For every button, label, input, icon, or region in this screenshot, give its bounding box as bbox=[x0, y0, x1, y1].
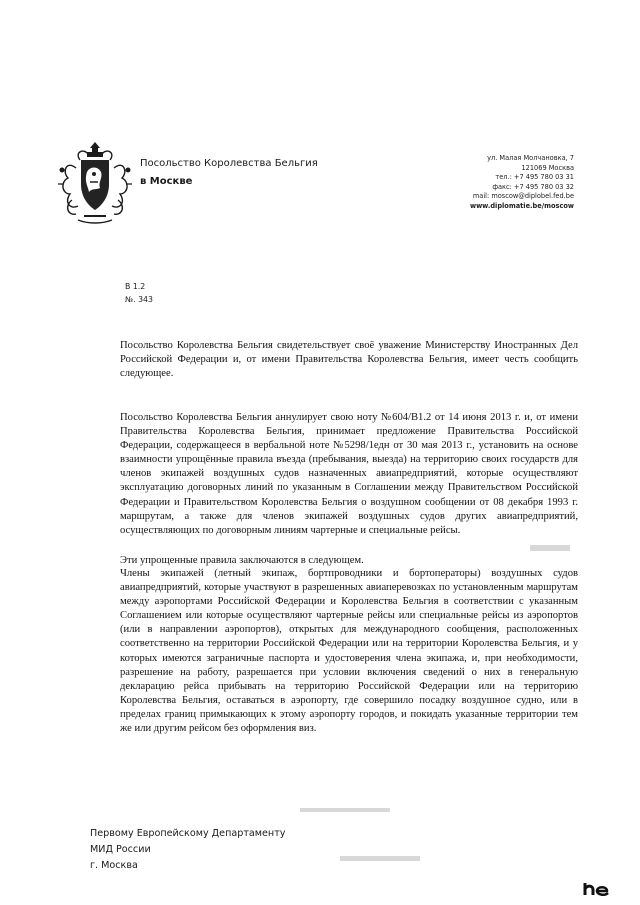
paragraph-rules: Члены экипажей (летный экипаж, бортпроводники и бортоператоры) воздушных судов авиапредприятий, которые участвуют в разрешенных авиаперевозках по установленным маршрутам между аэропортами Российской Федерации и Королевства Бельгия в соответствии с указанным Соглашением или которые осуществляют чартерные рейсы или специальные рейсы из аэропортов (или в направлении аэропортов), открытых для международного сообщения, расположенных соответственно на территории Российской Федерации или на территории Королевства Бельгия, и у которых имеются заграничные паспорта и удостоверения члена экипажа, и, при необходимости, разрешение на работу, разрешается при условии включения сведений о них в генеральную декларацию рейса прибывать на территорию Российской Федерации или на территорию Королевства Бельгия, оставаться в аэропорту, где совершило посадку воздушное судно, или в пределах границ примыкающих к этому аэропорту городов, и покидать указанные территории тем же или другим рейсом без оформления виз. bbox=[120, 568, 578, 735]
recipient-line1: Первому Европейскому Департаменту bbox=[90, 828, 286, 839]
address-phone: тел.: +7 495 780 03 31 bbox=[495, 173, 574, 182]
address-street: ул. Малая Молчановка, 7 bbox=[487, 154, 574, 162]
paragraph-rules-intro: Эти упрощенные правила заключаются в следующем. bbox=[120, 555, 364, 566]
embassy-name-line1: Посольство Королевства Бельгия bbox=[140, 158, 318, 169]
address-fax: факс: +7 495 780 03 32 bbox=[492, 182, 574, 191]
reference-code: B 1.2 bbox=[125, 282, 146, 291]
address-website: www.diplomatie.be/moscow bbox=[469, 201, 574, 210]
corner-mark-icon bbox=[583, 882, 613, 896]
coat-of-arms-icon bbox=[54, 140, 136, 226]
recipient-line3: г. Москва bbox=[90, 860, 138, 871]
note-reference bbox=[125, 280, 153, 306]
address-email: mail: moscow@diplobel.fed.be bbox=[472, 192, 574, 201]
scan-artifact bbox=[340, 856, 420, 861]
recipient-line2: МИД России bbox=[90, 844, 151, 855]
embassy-name bbox=[140, 155, 318, 191]
scan-artifact bbox=[530, 545, 570, 551]
reference-number: №. 343 bbox=[125, 295, 153, 304]
paragraph-greeting: Посольство Королевства Бельгия свидетельствует своё уважение Министерству Иностранных Дел Российской Федерации и, от имени Правительства Королевства Бельгия, имеет честь сообщить следующее. bbox=[120, 340, 578, 380]
recipient-block bbox=[90, 826, 285, 874]
paragraph-annulment: Посольство Королевства Бельгия аннулирует свою ноту №604/В1.2 от 14 июня 2013 г. и, от имени Правительства Королевства Бельгия, принимает предложение Правительства Российской Федерации, содержащееся в вербальной ноте №5298/1едн от 30 мая 2013 г., установить на основе взаимности упрощённые правила въезда (пребывания, выезда) на территорию своих государств для членов экипажей воздушных судов назначенных авиапредприятий, которые осуществляют эксплуатацию договорных линий по указанным в Соглашении между Правительством Российской Федерации и Правительством Королевства Бельгия о воздушном сообщении от 08 декабря 1993 г. маршрутам, а также для членов экипажей воздушных судов других авиапредприятий, осуществляющих по договорным линиям чартерные и специальные рейсы. bbox=[120, 412, 578, 536]
embassy-address bbox=[470, 154, 574, 212]
embassy-name-line2: в Москве bbox=[140, 176, 193, 187]
scan-artifact bbox=[300, 808, 390, 812]
address-city: 121069 Москва bbox=[521, 163, 574, 172]
